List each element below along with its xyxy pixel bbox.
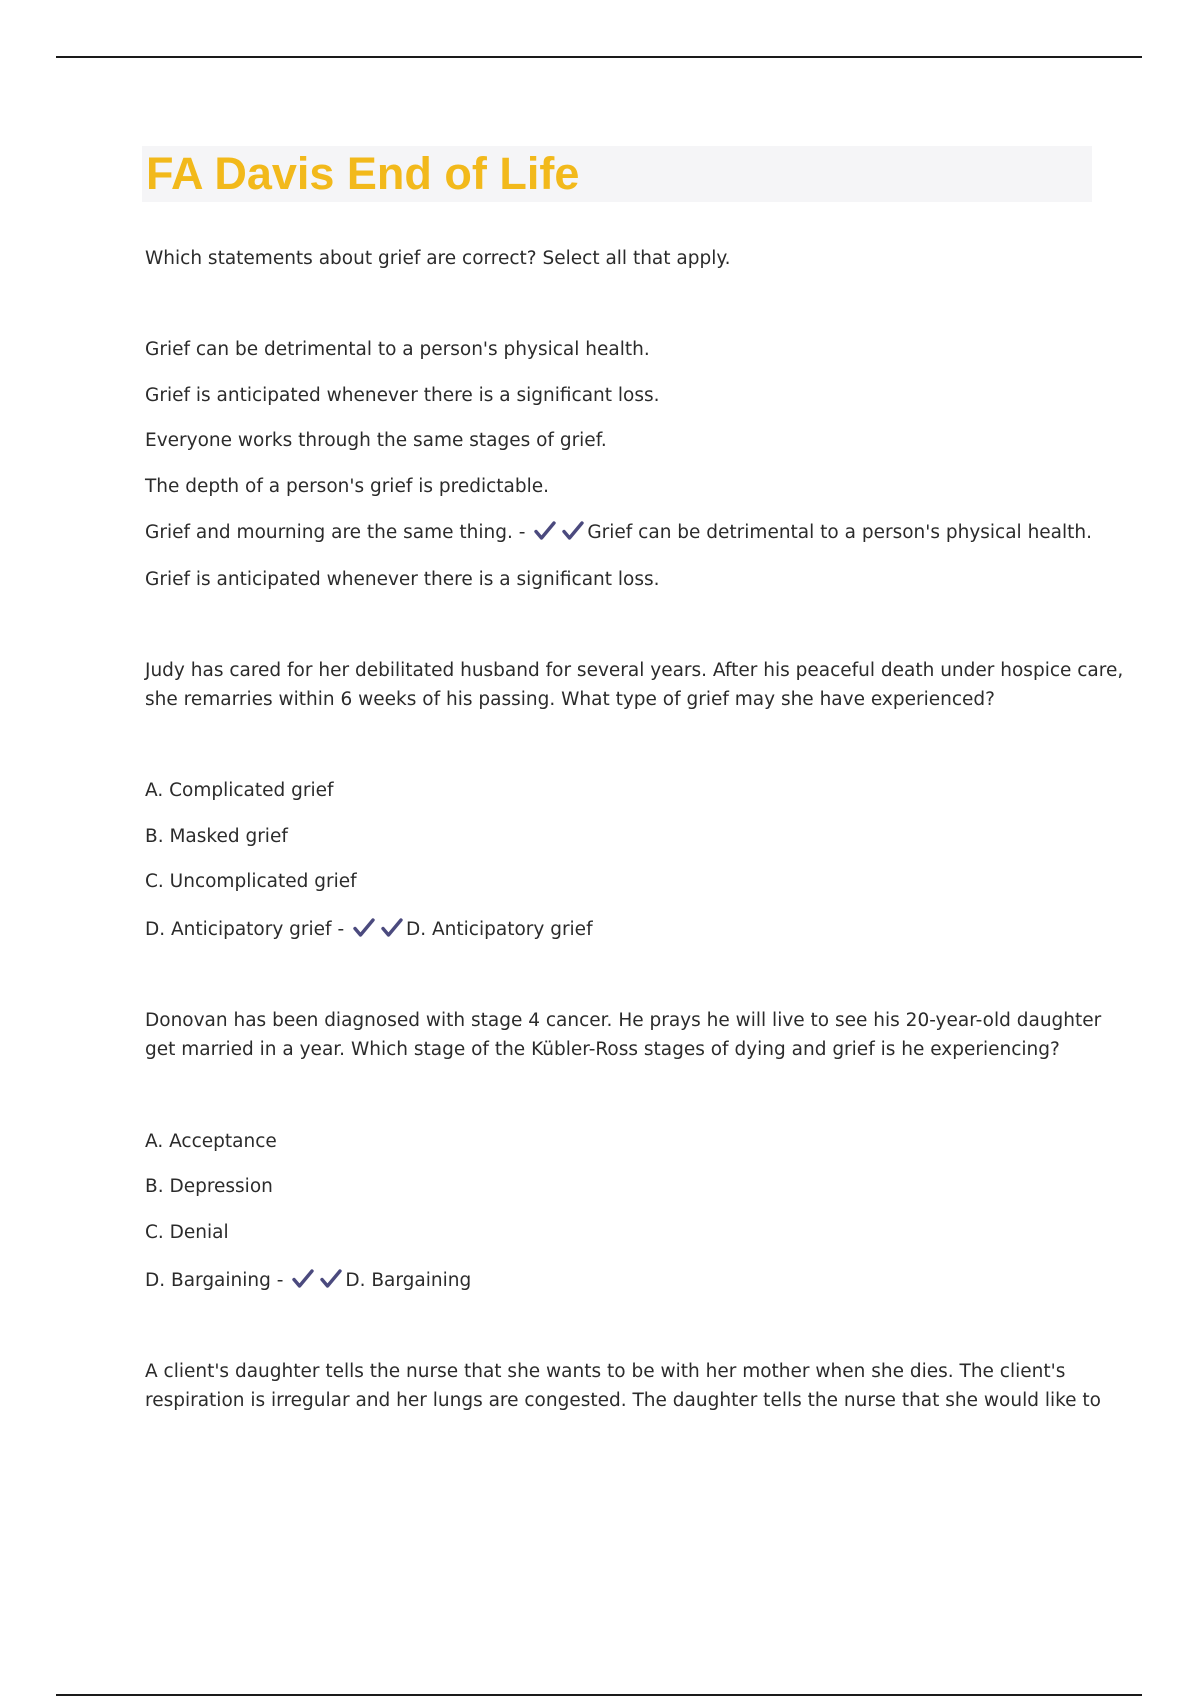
q2-answer-row [145,916,593,944]
q2-option-c: C. Uncomplicated grief [145,871,357,892]
checkmark-icon [291,1267,315,1291]
question-4-line-1: A client's daughter tells the nurse that she wants to be with her mother when she dies. The client's [145,1361,1066,1382]
question-3-text [145,1007,1102,1064]
q3-option-c: C. Denial [145,1222,229,1243]
question-4-line-2: respiration is irregular and her lungs are congested. The daughter tells the nurse that she would like to [145,1389,1102,1411]
q2-option-a: A. Complicated grief [145,780,334,801]
q1-answer-1: Grief can be detrimental to a person's physical health. [587,522,1093,543]
q1-answer-2: Grief is anticipated whenever there is a significant loss. [145,569,660,590]
question-3-line-2: get married in a year. Which stage of the Kübler-Ross stages of dying and grief is he experiencing? [145,1038,1060,1060]
q1-option-1: Grief can be detrimental to a person's physical health. [145,339,650,360]
question-4-text [145,1358,1102,1415]
top-rule [56,56,1142,58]
q1-answer-row [145,519,1092,547]
question-2-line-2: she remarries within 6 weeks of his passing. What type of grief may she have experienced? [145,688,995,710]
checkmark-icon [380,916,404,940]
q1-option-3: Everyone works through the same stages of grief. [145,430,607,451]
question-2-text [145,657,1124,714]
q3-option-a: A. Acceptance [145,1131,277,1152]
q2-option-b: B. Masked grief [145,826,288,847]
checkmark-icon [533,519,557,543]
checkmark-icon [319,1267,343,1291]
checkmark-icon [352,916,376,940]
checkmark-icon [561,519,585,543]
q1-option-2: Grief is anticipated whenever there is a significant loss. [145,385,660,406]
question-3-line-1: Donovan has been diagnosed with stage 4 cancer. He prays he will live to see his 20-year-old daughter [145,1010,1102,1031]
q3-answer-row [145,1267,471,1295]
q3-option-d: D. Bargaining - [145,1270,284,1291]
question-1-text: Which statements about grief are correct? Select all that apply. [145,248,731,269]
document-title: FA Davis End of Life [146,148,580,199]
q2-option-d: D. Anticipatory grief - [145,919,345,940]
q2-answer: D. Anticipatory grief [406,919,593,940]
q1-option-4: The depth of a person's grief is predictable. [145,476,550,497]
question-2-line-1: Judy has cared for her debilitated husband for several years. After his peaceful death under hospice care, [145,660,1124,681]
q3-answer: D. Bargaining [345,1270,472,1291]
bottom-rule [56,1694,1142,1696]
q3-option-b: B. Depression [145,1176,273,1197]
q1-option-5: Grief and mourning are the same thing. - [145,522,526,543]
